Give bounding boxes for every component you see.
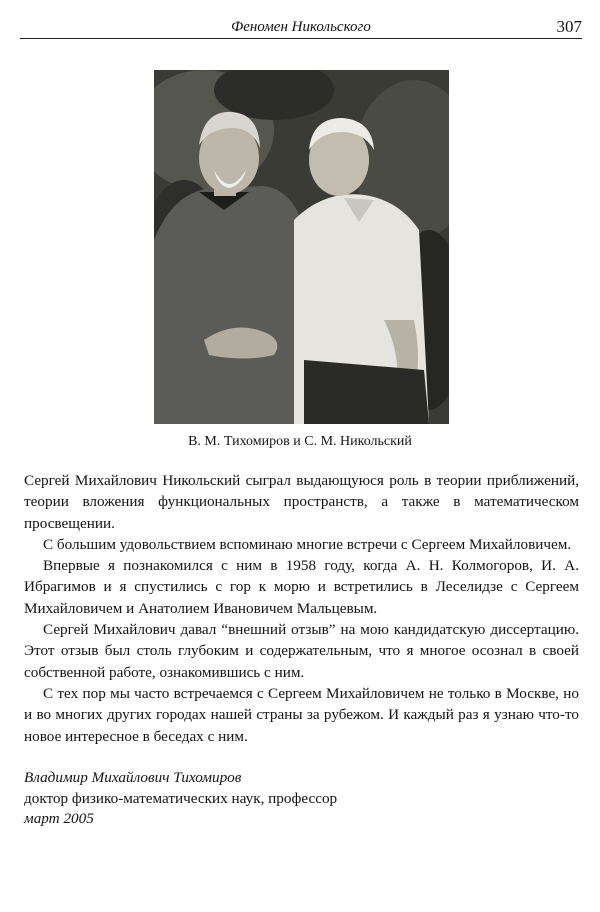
paragraph: С тех пор мы часто встречаемся с Сергеем Михайловичем не только в Москве, но и во многих других городах нашей страны за рубежом. И каждый раз я узнаю что-то новое интересное в беседах с ним. xyxy=(24,684,579,745)
author-title: доктор физико-математических наук, профессор xyxy=(24,789,338,807)
photograph xyxy=(154,70,449,424)
paragraph: С большим удовольствием вспоминаю многие встречи с Сергеем Михайловичем. xyxy=(43,535,572,553)
signature-date: март 2005 xyxy=(24,810,94,827)
signature-block xyxy=(24,768,579,830)
running-title: Феномен Никольского xyxy=(231,19,371,35)
page-header xyxy=(20,16,582,39)
photo-illustration xyxy=(154,70,449,424)
paragraph: Сергей Михайлович Никольский сыграл выдающуюся роль в теории приближений, теории вложения функциональных пространств, а также в математическом просвещении. xyxy=(24,472,579,532)
author-name: Владимир Михайлович Тихомиров xyxy=(24,769,242,786)
article-body xyxy=(24,470,579,747)
page-number: 307 xyxy=(556,17,582,36)
photo-caption: В. М. Тихомиров и С. М. Никольский xyxy=(188,434,412,449)
paragraph: Сергей Михайлович давал “внешний отзыв” на мою кандидатскую диссертацию. Этот отзыв был столь глубоким и содержательным, что я многое осознал в своей собственной работе, ознакомившись с ним. xyxy=(24,621,579,681)
paragraph: Впервые я познакомился с ним в 1958 году, когда А. Н. Колмогоров, И. А. Ибрагимов и я спустились с гор к морю и встретились в Леселидзе с Сергеем Михайловичем и Анатолием Ивановичем Мальцевым. xyxy=(24,557,579,617)
